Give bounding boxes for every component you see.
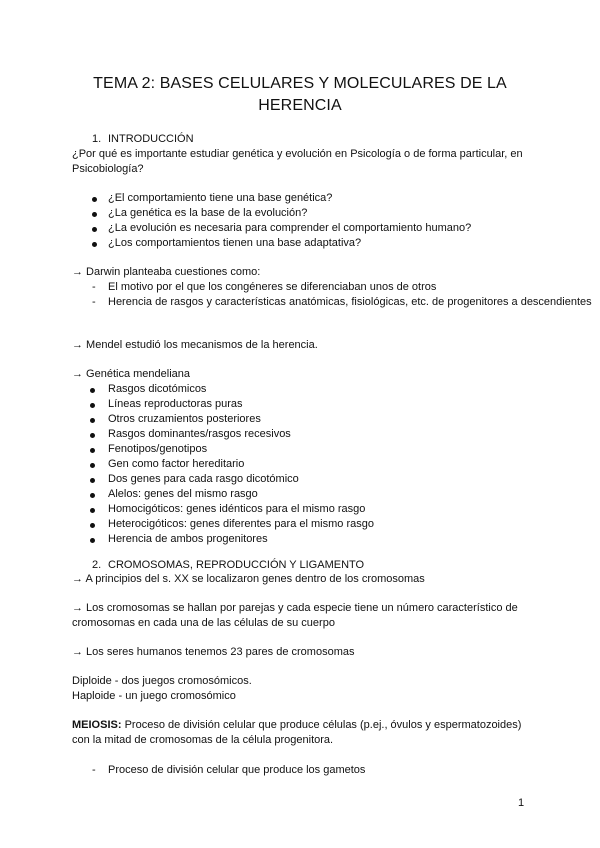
meiosis-term: MEIOSIS:: [72, 719, 122, 731]
bullet-dot: [90, 418, 95, 423]
bullet-dot: [90, 388, 95, 393]
meiosis-definition: [72, 718, 534, 748]
bullet-dot: [92, 212, 97, 217]
section-1-heading: INTRODUCCIÓN: [108, 133, 194, 145]
bullet-dot: [92, 227, 97, 232]
bullet-dot: [90, 433, 95, 438]
page-number: 1: [518, 797, 525, 809]
list-item: Líneas reproductoras puras: [108, 398, 243, 410]
bullet-dot: [90, 538, 95, 543]
haploide-line: Haploide - un juego cromosómico: [72, 690, 236, 702]
darwin-intro: → Darwin planteaba cuestiones como:: [72, 266, 261, 278]
bullet-dot: [90, 403, 95, 408]
meiosis-text: Proceso de división celular que produce células (p.ej., óvulos y espermatozoides) con la mitad de cromosomas de la célula progenitora.: [72, 719, 522, 746]
list-item: Proceso de división celular que produce los gametos: [108, 764, 366, 776]
section-1-number: 1.: [92, 133, 102, 145]
list-item: ¿La evolución es necesaria para comprender el comportamiento humano?: [108, 222, 472, 234]
list-item: Rasgos dominantes/rasgos recesivos: [108, 428, 291, 440]
bullet-dot: [90, 463, 95, 468]
list-item: Otros cruzamientos posteriores: [108, 413, 261, 425]
bullet-dot: [90, 523, 95, 528]
bullet-dot: [90, 508, 95, 513]
bullet-dot: [92, 242, 97, 247]
list-item: Fenotipos/genotipos: [108, 443, 208, 455]
list-item: ¿El comportamiento tiene una base genética?: [108, 192, 333, 204]
intro-question: ¿Por qué es importante estudiar genética y evolución en Psicología o de forma particular, en Psicobiología?: [72, 148, 523, 175]
list-item: Herencia de ambos progenitores: [108, 533, 268, 545]
list-item: Herencia de rasgos y características anatómicas, fisiológicas, etc. de progenitores a descendientes: [108, 296, 592, 308]
dash-marker: -: [92, 296, 96, 308]
list-item: Heterocigóticos: genes diferentes para el mismo rasgo: [108, 518, 374, 530]
dash-marker: -: [92, 764, 96, 776]
cromosomas-p2: → Los cromosomas se hallan por parejas y cada especie tiene un número característico de cromosomas en cada una de las células de su cuerpo: [72, 602, 518, 629]
dash-marker: -: [92, 281, 96, 293]
list-item: Homocigóticos: genes idénticos para el mismo rasgo: [108, 503, 366, 515]
list-item: ¿La genética es la base de la evolución?: [108, 207, 308, 219]
cromosomas-p1: → A principios del s. XX se localizaron genes dentro de los cromosomas: [72, 573, 425, 585]
list-item: Rasgos dicotómicos: [108, 383, 207, 395]
list-item: Alelos: genes del mismo rasgo: [108, 488, 258, 500]
section-2-heading: CROMOSOMAS, REPRODUCCIÓN Y LIGAMENTO: [108, 559, 365, 571]
cromosomas-p3: → Los seres humanos tenemos 23 pares de cromosomas: [72, 646, 355, 658]
bullet-dot: [90, 448, 95, 453]
genetica-intro: → Genética mendeliana: [72, 368, 191, 380]
document-title: TEMA 2: BASES CELULARES Y MOLECULARES DE LA HERENCIA: [93, 75, 507, 114]
bullet-dot: [90, 493, 95, 498]
bullet-dot: [90, 478, 95, 483]
list-item: Gen como factor hereditario: [108, 458, 245, 470]
mendel-line: → Mendel estudió los mecanismos de la herencia.: [72, 339, 318, 351]
list-item: Dos genes para cada rasgo dicotómico: [108, 473, 299, 485]
list-item: ¿Los comportamientos tienen una base adaptativa?: [108, 237, 362, 249]
diploide-line: Diploide - dos juegos cromosómicos.: [72, 675, 252, 687]
section-2-number: 2.: [92, 559, 102, 571]
list-item: El motivo por el que los congéneres se diferenciaban unos de otros: [108, 281, 437, 293]
bullet-dot: [92, 197, 97, 202]
